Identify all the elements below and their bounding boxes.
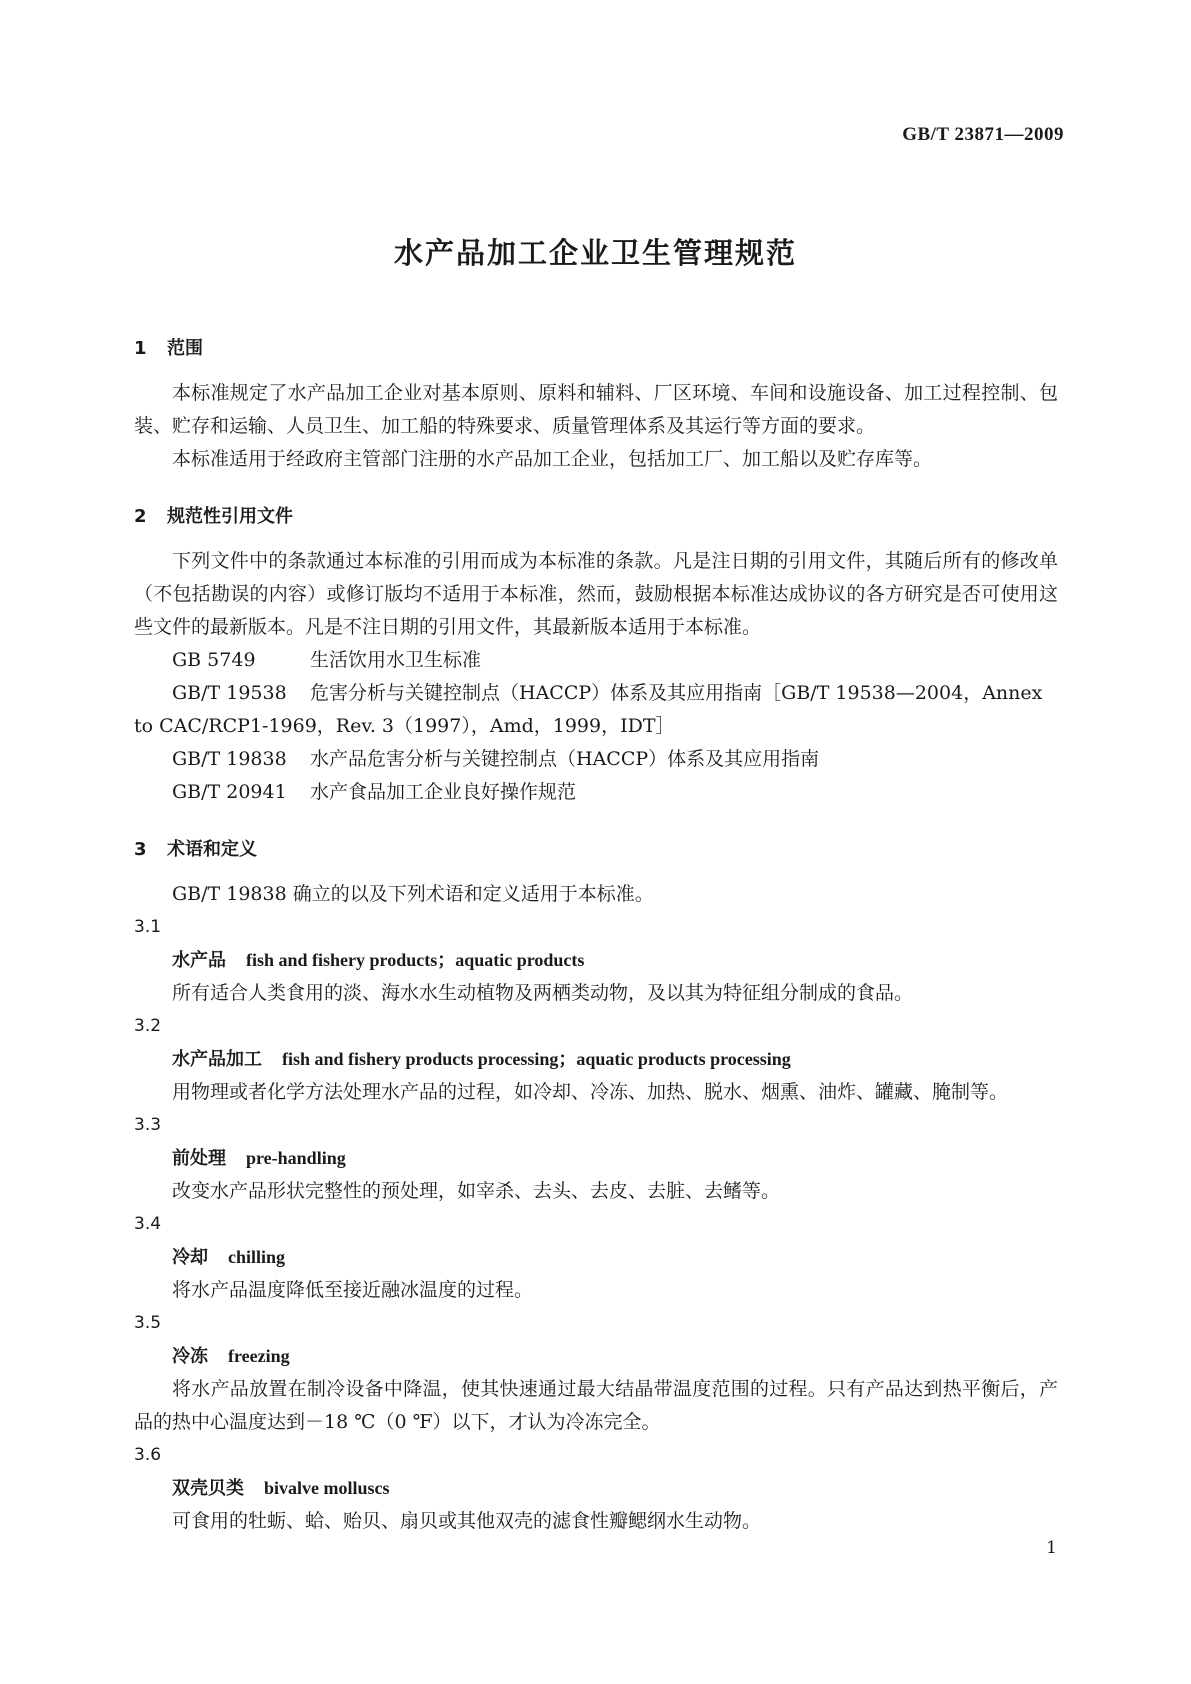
term-chinese: 冷却 [172, 1247, 208, 1268]
term-entry [134, 1208, 1058, 1307]
term-definition: 改变水产品形状完整性的预处理，如宰杀、去头、去皮、去脏、去鳍等。 [172, 1180, 781, 1202]
paragraph: GB/T 19838 确立的以及下列术语和定义适用于本标准。 [172, 883, 654, 905]
reference-code: GB/T 19838 [172, 748, 287, 770]
reference-title: 水产品危害分析与关键控制点（HACCP）体系及其应用指南 [310, 748, 820, 770]
term-entry [134, 1307, 1058, 1439]
term-definition: 将水产品放置在制冷设备中降温，使其快速通过最大结晶带温度范围的过程。只有产品达到热平衡后，产品的热中心温度达到－18 ℃（0 ℉）以下，才认为冷冻完全。 [134, 1378, 1058, 1433]
clause-number: 3.5 [134, 1313, 162, 1333]
term-chinese: 双壳贝类 [172, 1478, 244, 1499]
term-line [134, 1241, 1058, 1274]
reference-title: 危害分析与关键控制点（HACCP）体系及其应用指南［GB/T 19538—2004，Annex [310, 682, 1043, 704]
term-line [134, 1043, 1058, 1076]
section-title: 范围 [167, 338, 203, 359]
term-chinese: 前处理 [172, 1148, 226, 1169]
section-scope [134, 332, 1058, 476]
clause-number: 3.1 [134, 917, 162, 937]
term-definition: 所有适合人类食用的淡、海水水生动植物及两栖类动物，及以其为特征组分制成的食品。 [172, 982, 914, 1004]
term-english: chilling [228, 1247, 286, 1267]
term-definition: 可食用的牡蛎、蛤、贻贝、扇贝或其他双壳的滤食性瓣鳃纲水生动物。 [172, 1510, 762, 1532]
reference-code: GB/T 20941 [172, 781, 287, 803]
term-line [134, 1472, 1058, 1505]
term-english: fish and fishery products；aquatic products [246, 950, 585, 970]
term-line [134, 944, 1058, 977]
paragraph: 本标准适用于经政府主管部门注册的水产品加工企业，包括加工厂、加工船以及贮存库等。 [172, 448, 933, 470]
term-definition: 将水产品温度降低至接近融冰温度的过程。 [172, 1279, 534, 1301]
section-heading [134, 833, 1058, 866]
term-english: pre-handling [246, 1148, 346, 1168]
section-title: 规范性引用文件 [167, 506, 293, 527]
document-title: 水产品加工企业卫生管理规范 [393, 236, 797, 270]
section-number: 2 [134, 506, 147, 527]
section-heading [134, 500, 1058, 533]
term-entry [134, 911, 1058, 1010]
term-line [134, 1340, 1058, 1373]
reference-item [134, 743, 1058, 776]
term-chinese: 水产品 [172, 950, 226, 971]
section-number: 3 [134, 839, 147, 860]
clause-number: 3.4 [134, 1214, 162, 1234]
clause-number: 3.2 [134, 1016, 162, 1036]
reference-item [134, 644, 1058, 677]
reference-title: 水产食品加工企业良好操作规范 [310, 781, 577, 803]
reference-title: 生活饮用水卫生标准 [310, 649, 482, 671]
standard-code: GB/T 23871—2009 [902, 124, 1064, 145]
page-number: 1 [1046, 1538, 1057, 1558]
term-english: freezing [228, 1346, 290, 1366]
term-english: bivalve molluscs [264, 1478, 390, 1498]
clause-number: 3.6 [134, 1445, 162, 1465]
document-body [134, 332, 1058, 1538]
term-entry [134, 1010, 1058, 1109]
reference-code: GB/T 19538 [172, 682, 287, 704]
reference-item [134, 776, 1058, 809]
term-chinese: 水产品加工 [172, 1049, 262, 1070]
section-terms [134, 833, 1058, 1538]
term-definition: 用物理或者化学方法处理水产品的过程，如冷却、冷冻、加热、脱水、烟熏、油炸、罐藏、腌制等。 [172, 1081, 1009, 1103]
reference-continuation: to CAC/RCP1-1969，Rev. 3（1997），Amd，1999，IDT］ [134, 715, 675, 737]
term-entry [134, 1109, 1058, 1208]
section-heading [134, 332, 1058, 365]
reference-item [134, 677, 1058, 710]
section-title: 术语和定义 [167, 839, 257, 860]
term-entry [134, 1439, 1058, 1538]
clause-number: 3.3 [134, 1115, 162, 1135]
term-chinese: 冷冻 [172, 1346, 208, 1367]
term-english: fish and fishery products processing；aquatic products processing [282, 1049, 791, 1069]
section-references [134, 500, 1058, 809]
paragraph: 本标准规定了水产品加工企业对基本原则、原料和辅料、厂区环境、车间和设施设备、加工过程控制、包装、贮存和运输、人员卫生、加工船的特殊要求、质量管理体系及其运行等方面的要求。 [134, 382, 1058, 437]
term-line [134, 1142, 1058, 1175]
paragraph: 下列文件中的条款通过本标准的引用而成为本标准的条款。凡是注日期的引用文件，其随后所有的修改单（不包括勘误的内容）或修订版均不适用于本标准，然而，鼓励根据本标准达成协议的各方研究是否可使用这些文件的最新版本。凡是不注日期的引用文件，其最新版本适用于本标准。 [134, 550, 1058, 638]
reference-code: GB 5749 [172, 649, 256, 671]
section-number: 1 [134, 338, 147, 359]
